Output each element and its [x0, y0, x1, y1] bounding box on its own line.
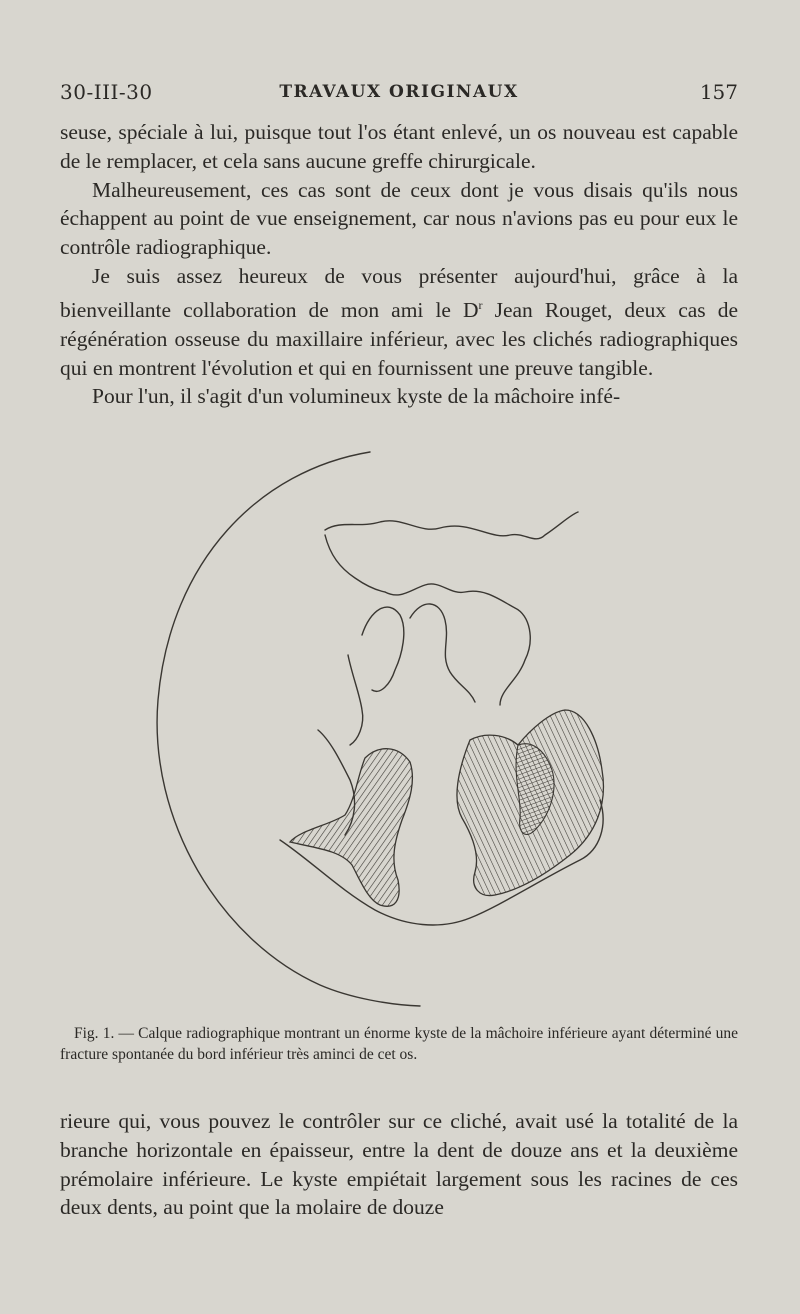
jaw-outline-arc	[157, 452, 420, 1006]
paragraph-3-start: Je suis assez heureux de vous présenter aujourd'hui, grâce à la bienveillante collaboration de mon ami le D	[60, 263, 738, 322]
paragraph-2: Malheureusement, ces cas sont de ceux dont je vous disais qu'ils nous échappent au point de vue enseignement, car nous n'avions pas eu pour eux le contrôle radiographique.	[60, 177, 738, 260]
inner-root-left	[362, 607, 404, 691]
page-number: 157	[699, 80, 738, 104]
paragraph-3-rest: Jean Rouget, deux cas de régénération osseuse du maxillaire inférieur, avec les clichés radiographiques qui en montrent l'évolution et qui en fournissent une preuve tangible.	[60, 297, 738, 380]
paragraph-5: rieure qui, vous pouvez le contrôler sur ce cliché, avait usé la totalité de la branche horizontale en épaisseur, entre la dent de douze ans et la deuxième prémolaire inférieure. Le kyste empiétait largement sous les racines de ces deux dents, au point que la molaire de douze	[60, 1109, 738, 1220]
superscript-r: r	[478, 297, 483, 312]
cyst-contour	[385, 584, 530, 705]
figure-label: Fig. 1. —	[74, 1025, 134, 1042]
paragraph-1: seuse, spéciale à lui, puisque tout l'os étant enlevé, un os nouveau est capable de le remplacer, et cela sans aucune greffe chirurgicale.	[60, 120, 738, 173]
inner-root-right	[348, 655, 363, 745]
inner-root-mid	[410, 604, 475, 702]
left-ridge	[325, 535, 385, 592]
body-text-top	[60, 118, 738, 411]
running-header	[60, 80, 738, 108]
body-text-bottom	[60, 1107, 738, 1222]
caption-text: Calque radiographique montrant un énorme kyste de la mâchoire inférieure ayant déterminé une fracture spontanée du bord inférieur très aminci de cet os.	[60, 1025, 738, 1063]
paragraph-4: Pour l'un, il s'agit d'un volumineux kyste de la mâchoire infé-	[92, 384, 621, 409]
upper-contour	[325, 512, 578, 539]
figure-caption	[60, 1024, 738, 1065]
radiograph-tracing-figure	[140, 440, 660, 1020]
header-date: 30-III-30	[60, 80, 153, 104]
header-title: TRAVAUX ORIGINAUX	[279, 82, 519, 102]
tooth-left-hatched	[290, 749, 412, 907]
paragraph-3	[60, 262, 738, 382]
